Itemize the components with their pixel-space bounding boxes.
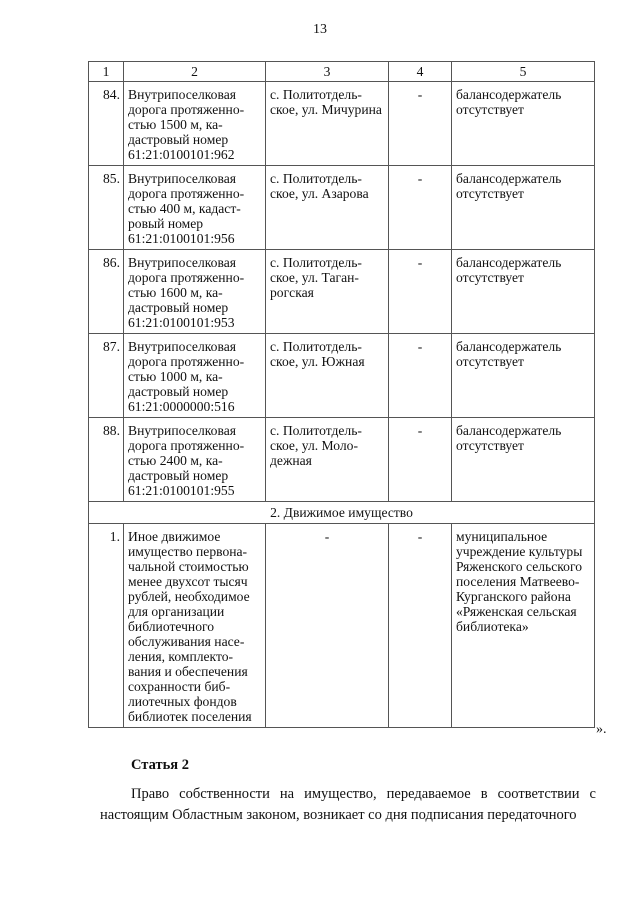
row-number: 88. <box>89 418 124 502</box>
property-details: - <box>389 250 452 334</box>
page-number: 13 <box>313 22 327 37</box>
property-holder: балансодержатель отсутствует <box>452 334 595 418</box>
property-details: - <box>389 166 452 250</box>
article-paragraph: Право собственности на имущество, передаваемое в соответствии с настоящим Областным законом, возникает со дня подписания передаточного <box>100 786 596 823</box>
table-row <box>89 524 595 728</box>
property-name: Внутрипоселковая дорога протяженностью 2400 м, кадастровый номер 61:21:0100101:955 <box>124 418 266 502</box>
table-row <box>89 166 595 250</box>
property-holder: балансодержатель отсутствует <box>452 82 595 166</box>
property-address: с. Политотдельское, ул. Южная <box>266 334 389 418</box>
property-name: Внутрипоселковая дорога протяженностью 1500 м, кадастровый номер 61:21:0100101:962 <box>124 82 266 166</box>
property-holder: балансодержатель отсутствует <box>452 166 595 250</box>
row-number: 87. <box>89 334 124 418</box>
table-row <box>89 82 595 166</box>
table-row <box>89 418 595 502</box>
header-cell-4: 4 <box>389 62 452 82</box>
property-details: - <box>389 82 452 166</box>
property-name: Внутрипоселковая дорога протяженностью 1600 м, кадастровый номер 61:21:0100101:953 <box>124 250 266 334</box>
section-title: 2. Движимое имущество <box>89 502 595 524</box>
property-address: с. Политотдельское, ул. Молодежная <box>266 418 389 502</box>
table-row <box>89 250 595 334</box>
property-name: Внутрипоселковая дорога протяженностью 400 м, кадастровый номер 61:21:0100101:956 <box>124 166 266 250</box>
property-address: с. Политотдельское, ул. Мичурина <box>266 82 389 166</box>
table-row <box>89 334 595 418</box>
property-holder: балансодержатель отсутствует <box>452 250 595 334</box>
property-address: с. Политотдельское, ул. Таганрогская <box>266 250 389 334</box>
property-details: - <box>389 418 452 502</box>
row-number: 84. <box>89 82 124 166</box>
property-name: Внутрипоселковая дорога протяженностью 1000 м, кадастровый номер 61:21:0000000:516 <box>124 334 266 418</box>
property-name: Иное движимое имущество первоначальной стоимостью менее двухсот тысяч рублей, необходимое для организации библиотечного обслуживания населения, комплектования и обеспечения сохранности библиотечных фондов библиотек поселения <box>124 524 266 728</box>
property-table <box>88 61 595 728</box>
header-cell-5: 5 <box>452 62 595 82</box>
property-details: - <box>389 334 452 418</box>
section-row <box>89 502 595 524</box>
table-header-row <box>89 62 595 82</box>
closing-quote: ». <box>596 722 607 737</box>
article-title: Статья 2 <box>131 757 189 773</box>
property-details: - <box>389 524 452 728</box>
property-address: с. Политотдельское, ул. Азарова <box>266 166 389 250</box>
row-number: 1. <box>89 524 124 728</box>
header-cell-2: 2 <box>124 62 266 82</box>
header-cell-1: 1 <box>89 62 124 82</box>
row-number: 85. <box>89 166 124 250</box>
header-cell-3: 3 <box>266 62 389 82</box>
row-number: 86. <box>89 250 124 334</box>
property-address: - <box>266 524 389 728</box>
property-holder: муниципальное учреждение культуры Ряженского сельского поселения Матвеево-Курганского района «Ряженская сельская библиотека» <box>452 524 595 728</box>
property-holder: балансодержатель отсутствует <box>452 418 595 502</box>
